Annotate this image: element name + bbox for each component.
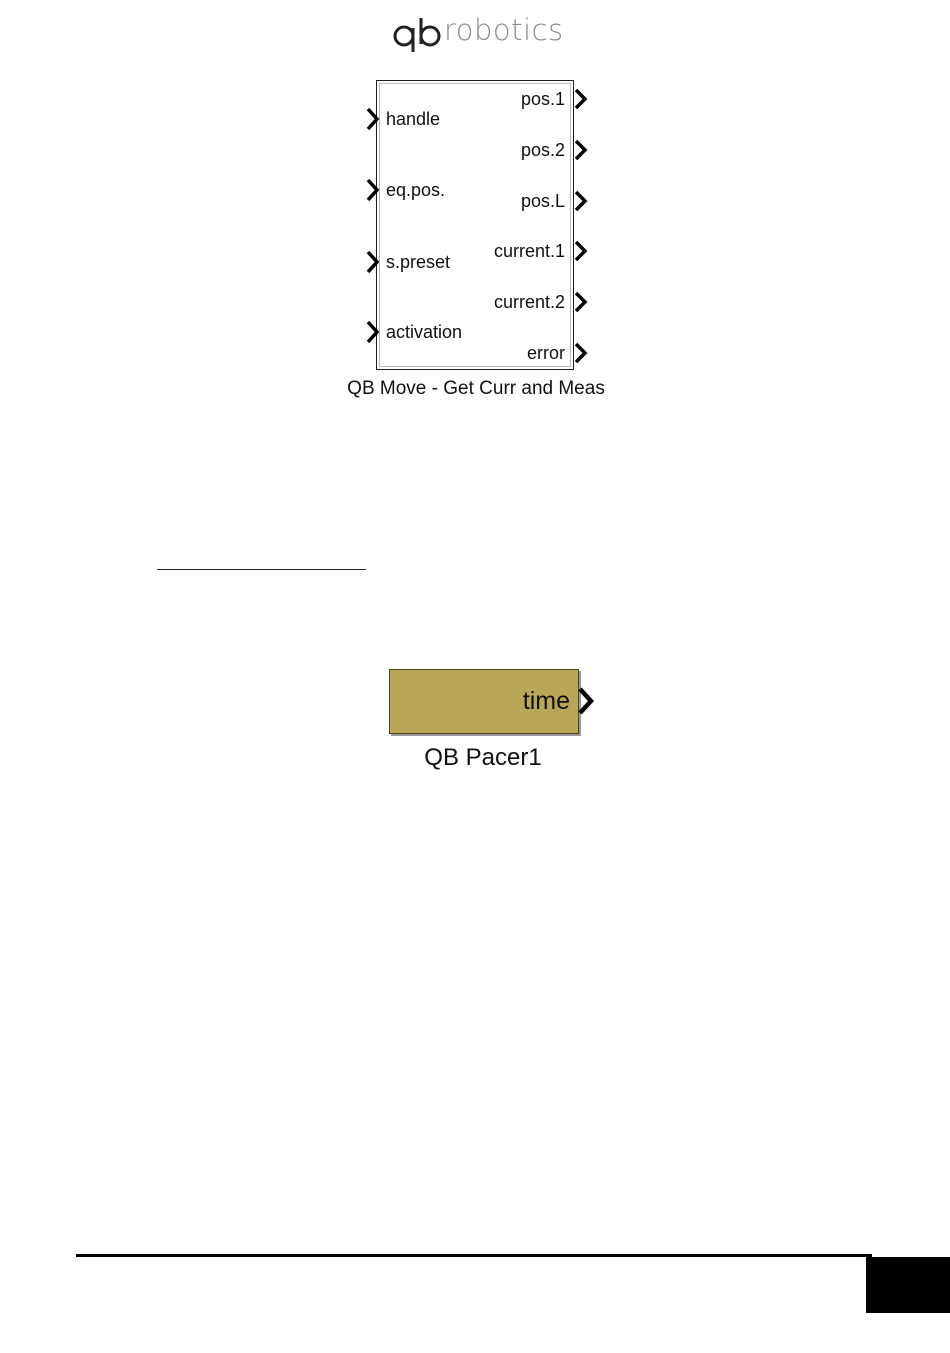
output-port-label-current-2: current.2 xyxy=(493,292,565,312)
qb-logo-mark-icon xyxy=(392,14,442,56)
output-port-arrow-icon[interactable] xyxy=(574,342,588,364)
output-port-arrow-icon[interactable] xyxy=(577,686,595,716)
output-port-label-current-1: current.1 xyxy=(493,241,565,261)
input-port-label-s-preset: s.preset xyxy=(386,252,451,272)
output-port-label-pos-l: pos.L xyxy=(520,191,565,211)
qb-move-block-caption: QB Move - Get Curr and Meas xyxy=(347,378,605,399)
footer-rule xyxy=(76,1254,872,1257)
output-port-arrow-icon[interactable] xyxy=(574,291,588,313)
footer-page-tab xyxy=(866,1257,950,1313)
qb-robotics-logo xyxy=(392,14,562,56)
output-port-arrow-icon[interactable] xyxy=(574,240,588,262)
input-port-label-handle: handle xyxy=(386,109,441,129)
qb-pacer-block[interactable] xyxy=(389,669,579,734)
output-port-arrow-icon[interactable] xyxy=(574,88,588,110)
input-port-arrow-icon[interactable] xyxy=(366,320,380,344)
logo-wordmark: robotics xyxy=(444,13,564,47)
output-port-arrow-icon[interactable] xyxy=(574,139,588,161)
output-port-arrow-icon[interactable] xyxy=(574,190,588,212)
output-port-label-time: time xyxy=(522,687,570,715)
input-port-arrow-icon[interactable] xyxy=(366,107,380,131)
qb-pacer-block-caption: QB Pacer1 xyxy=(424,744,542,771)
output-port-label-pos-2: pos.2 xyxy=(520,140,565,160)
section-divider xyxy=(157,569,366,570)
input-port-label-activation: activation xyxy=(386,322,463,342)
output-port-label-error: error xyxy=(526,343,565,363)
output-port-label-pos-1: pos.1 xyxy=(520,89,565,109)
input-port-arrow-icon[interactable] xyxy=(366,250,380,274)
input-port-arrow-icon[interactable] xyxy=(366,178,380,202)
input-port-label-eq-pos: eq.pos. xyxy=(386,180,446,200)
